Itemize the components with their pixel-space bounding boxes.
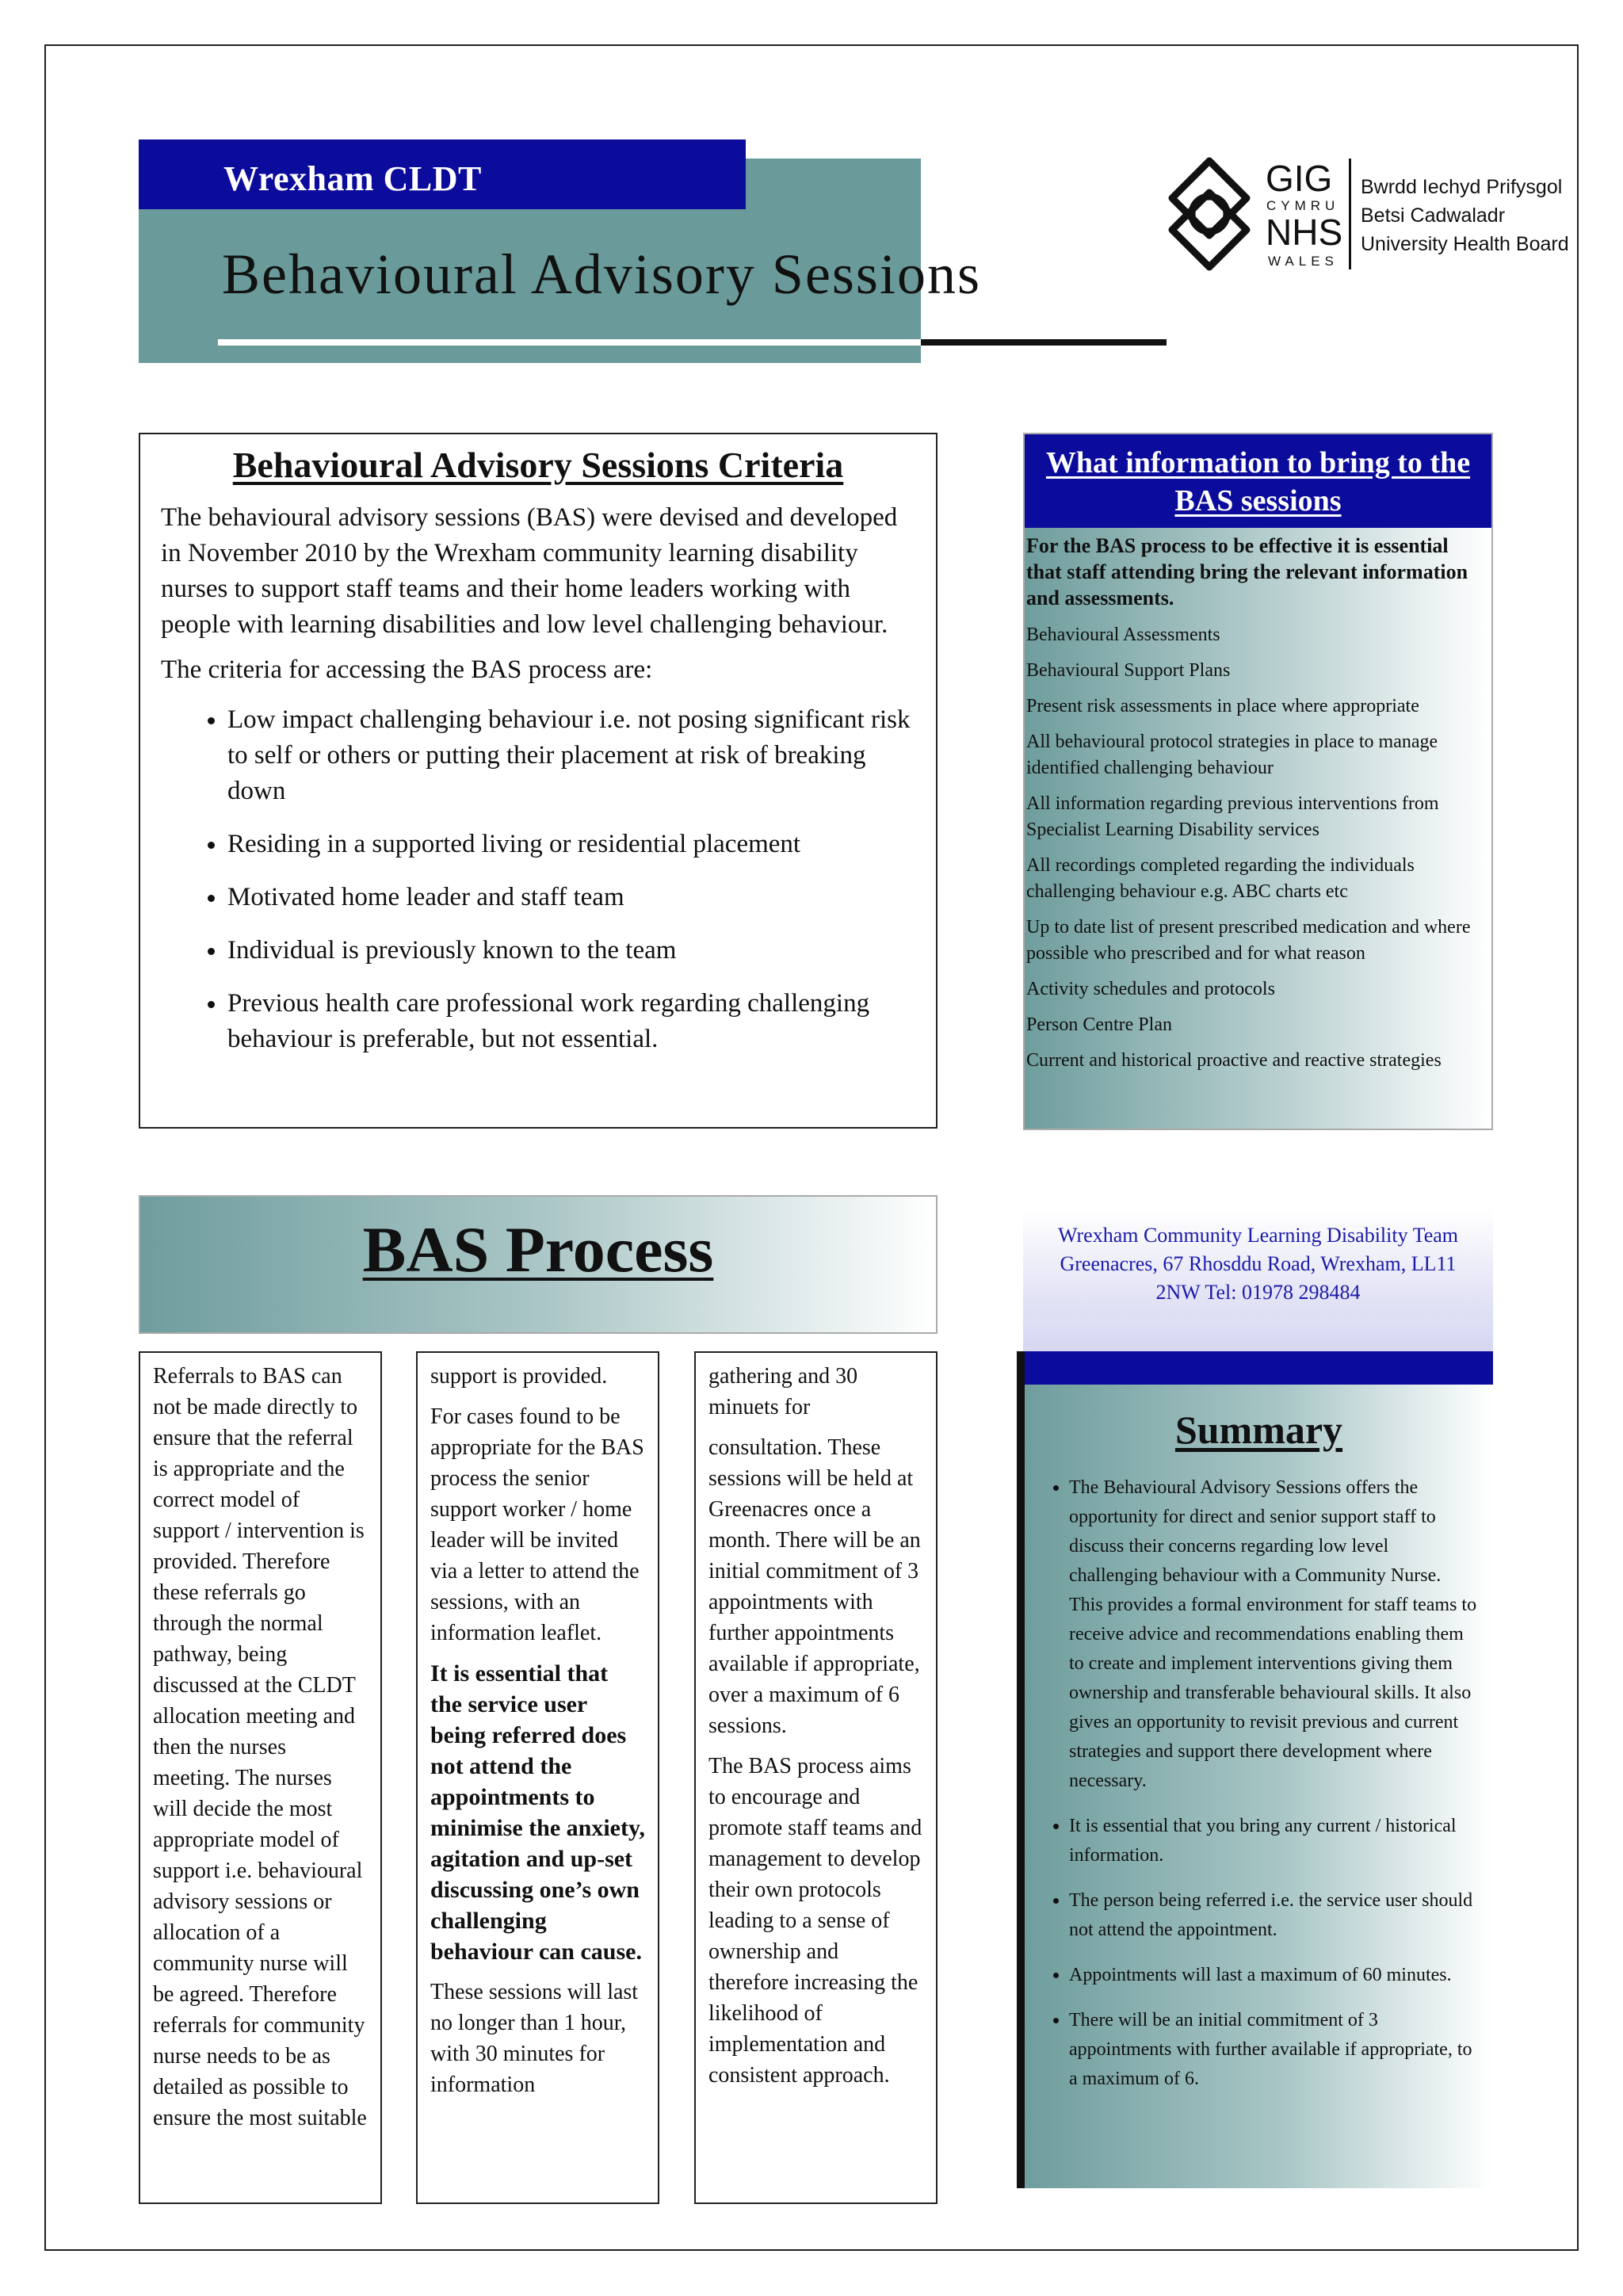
criteria-box <box>139 433 938 1129</box>
org-title: Wrexham CLDT <box>223 159 482 198</box>
criteria-lead: The criteria for accessing the BAS process are: <box>161 655 653 684</box>
info-item: Current and historical proactive and reactive strategies <box>1026 1050 1442 1071</box>
logo-board-line: Betsi Cadwaladr <box>1361 204 1506 227</box>
info-item: Person Centre Plan <box>1026 1014 1172 1035</box>
summary-list <box>1025 1473 1493 2094</box>
info-item: All recordings completed regarding the individuals challenging behaviour e.g. ABC charts etc <box>1026 855 1415 902</box>
contact-line: 2NW Tel: 01978 298484 <box>1155 1281 1361 1304</box>
criteria-item: • Motivated home leader and staff team <box>227 880 915 915</box>
info-heading: What information to bring to the BAS sessions <box>1025 434 1491 528</box>
process-text: These sessions will last no longer than 1 hour, with 30 minutes for information <box>430 1980 639 2097</box>
process-column-2 <box>416 1351 659 2204</box>
summary-box <box>1017 1351 1493 2188</box>
logo-gig-text: GIG <box>1266 158 1333 199</box>
summary-item: • The Behavioural Advisory Sessions offers the opportunity for direct and senior support staff to discuss their concerns regarding low level challenging behaviour with a Community Nurse. This provides a formal environment for staff teams to receive advice and recommendations enabling them to create and implement interventions giving them ownership and transferable behavioural skills. It also gives an opportunity to revisit previous and current strategies and support there development where necessary. <box>1069 1473 1479 1796</box>
process-banner <box>139 1195 938 1334</box>
contact-line: Greenacres, 67 Rhosddu Road, Wrexham, LL11 <box>1060 1252 1457 1275</box>
summary-item: • There will be an initial commitment of 3 appointments with further available if appropriate, to a maximum of 6. <box>1069 2006 1479 2094</box>
criteria-intro: The behavioural advisory sessions (BAS) were devised and developed in November 2010 by the Wrexham community learning disability nurses to support staff teams and their home leaders working with people with learning disabilities and low level challenging behaviour. <box>161 503 898 639</box>
criteria-item: • Previous health care professional work regarding challenging behaviour is preferable, but not essential. <box>227 986 915 1057</box>
info-item: All information regarding previous interventions from Specialist Learning Disability services <box>1026 793 1439 840</box>
info-item: Up to date list of present prescribed medication and where possible who prescribed and for what reason <box>1026 917 1471 964</box>
info-item: Activity schedules and protocols <box>1026 979 1275 999</box>
info-item: All behavioural protocol strategies in place to manage identified challenging behaviour <box>1026 732 1438 778</box>
process-text: The BAS process aims to encourage and promote staff teams and management to develop their own protocols leading to a sense of ownership and therefore increasing the likelihood of implementation and consistent approach. <box>708 1754 922 2088</box>
logo-divider <box>1349 159 1351 269</box>
logo-cymru-text: CYMRU <box>1266 198 1340 213</box>
logo-nhs-text: NHS <box>1266 212 1343 253</box>
process-heading: BAS Process <box>362 1213 714 1286</box>
info-item: Present risk assessments in place where appropriate <box>1026 696 1419 716</box>
process-text: consultation. These sessions will be held at Greenacres once a month. There will be an initial commitment of 3 appointments with further appointments available if appropriate, over a maximum of 6 sessions. <box>708 1435 921 1738</box>
summary-item: • The person being referred i.e. the service user should not attend the appointment. <box>1069 1886 1479 1945</box>
title-rule-black <box>921 339 1167 346</box>
info-item: Behavioural Support Plans <box>1026 660 1231 681</box>
contact-line: Wrexham Community Learning Disability Team <box>1058 1224 1458 1247</box>
page-title: Behavioural Advisory Sessions <box>222 243 981 306</box>
process-emphasis: It is essential that the service user being referred does not attend the appointments to minimise the anxiety, agitation and up-set discussing one’s own challenging behaviour can cause. <box>430 1660 645 1965</box>
summary-item: • It is essential that you bring any current / historical information. <box>1069 1812 1479 1870</box>
nhs-wales-logo <box>1161 151 1573 285</box>
process-text: Referrals to BAS can not be made directly to ensure that the referral is appropriate and the correct model of support / intervention is provided. Therefore these referrals go through the normal pathway, being discussed at the CLDT allocation meeting and then the nurses meeting. The nurses will decide the most appropriate model of support i.e. behavioural advisory sessions or allocation of a community nurse will be agreed. Therefore referrals for community nurse needs to be as detailed as possible to ensure the most suitable <box>153 1364 367 2130</box>
logo-wales-text: WALES <box>1268 254 1338 269</box>
celtic-knot-icon <box>1161 155 1258 273</box>
process-text: support is provided. <box>430 1364 608 1389</box>
info-box <box>1023 433 1493 1130</box>
criteria-item: • Individual is previously known to the team <box>227 933 915 968</box>
criteria-item: • Residing in a supported living or residential placement <box>227 827 915 862</box>
summary-item: • Appointments will last a maximum of 60 minutes. <box>1069 1961 1479 1990</box>
info-lead: For the BAS process to be effective it is essential that staff attending bring the relevant information and assessments. <box>1026 534 1468 609</box>
logo-board-line: Bwrdd Iechyd Prifysgol <box>1361 176 1563 198</box>
logo-board-line: University Health Board <box>1361 233 1569 255</box>
criteria-list <box>161 702 915 1057</box>
criteria-heading: Behavioural Advisory Sessions Criteria <box>232 445 844 485</box>
contact-block <box>1023 1209 1493 1351</box>
title-rule-white <box>218 339 921 346</box>
process-text: For cases found to be appropriate for the BAS process the senior support worker / home leader will be invited via a letter to attend the sessions, with an information leaflet. <box>430 1404 644 1645</box>
summary-blue-bar <box>1025 1351 1493 1385</box>
logo-board-name <box>1361 173 1569 258</box>
summary-heading: Summary <box>1174 1408 1343 1452</box>
process-text: gathering and 30 minuets for <box>708 1364 858 1419</box>
process-column-1 <box>139 1351 382 2204</box>
process-column-3 <box>694 1351 938 2204</box>
info-item: Behavioural Assessments <box>1026 625 1220 645</box>
criteria-item: • Low impact challenging behaviour i.e. not posing significant risk to self or others or putting their placement at risk of breaking down <box>227 702 915 809</box>
